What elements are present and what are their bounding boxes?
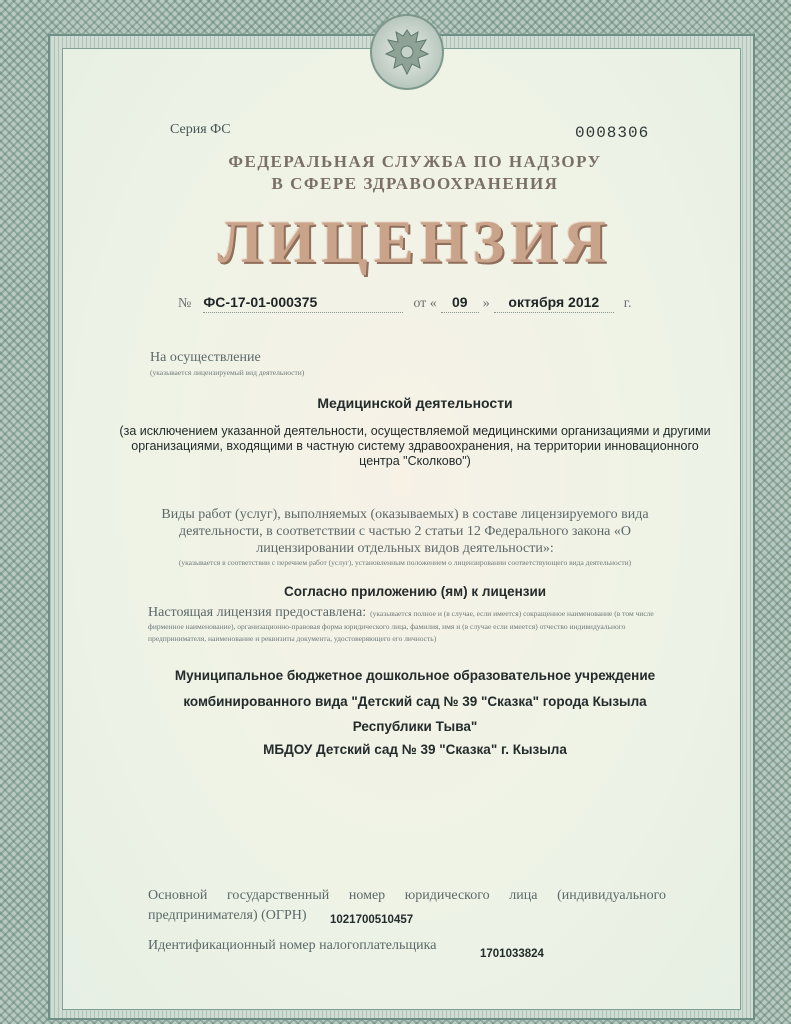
inn-value: 1701033824 (480, 948, 544, 960)
activity-name: Медицинской деятельности (317, 395, 513, 411)
year-suffix: г. (623, 296, 632, 311)
grantee-hint: (указывается полное и (в случае, если имеется) сокращенное наименование (в том числе фирменное наименование), организационно-правовая форма юридического лица, фамилия, имя и (в случае если имеется) отчество индивидуального предпринимателя, наименование и реквизиты документа, удостоверяющего его личность) (148, 609, 654, 643)
inn-label: Идентификационный номер налогоплательщика (148, 938, 437, 953)
series-label: Серия ФС (170, 122, 231, 137)
license-number: ФС-17-01-000375 (203, 294, 318, 310)
ogrn-value: 1021700510457 (330, 914, 414, 926)
activity-hint: (указывается лицензируемый вид деятельности) (150, 368, 305, 377)
grantee-name-line2: комбинированного вида "Детский сад № 39 "Сказка" города Кызыла (183, 694, 647, 709)
activity-note: (за исключением указанной деятельности, осуществляемой медицинскими организациями и другими организациями, входящими в частную систему здравоохранения, на территории инновационного центра "Сколково") (119, 424, 711, 468)
works-value: Согласно приложению (ям) к лицензии (283, 584, 547, 599)
double-headed-eagle-icon (382, 24, 432, 80)
works-text: Виды работ (услуг), выполняемых (оказываемых) в составе лицензируемого вида деятельности, в соответствии с частью 2 статьи 12 Федерального закона «О лицензировании отдельных видов деятельности»: (161, 507, 649, 556)
activity-label: На осуществление (150, 350, 261, 365)
license-day: 09 (452, 294, 468, 310)
agency-name-line1: ФЕДЕРАЛЬНАЯ СЛУЖБА ПО НАДЗОРУ (228, 152, 602, 171)
coat-of-arms-emblem (370, 14, 444, 90)
ogrn-label: Основной государственный номер юридического лица (индивидуального предпринимателя) (ОГРН) (148, 888, 666, 923)
number-sign: № (178, 296, 192, 311)
grantee-name-line1: Муниципальное бюджетное дошкольное образовательное учреждение (174, 668, 656, 683)
day-close-quote: » (482, 296, 490, 311)
works-hint: (указывается в соответствии с перечнем работ (услуг), установленным положением о лицензировании соответствующего вида деятельности) (178, 558, 632, 567)
agency-name-line2: В СФЕРЕ ЗДРАВООХРАНЕНИЯ (271, 174, 559, 193)
grantee-name-line3: Республики Тыва" (352, 719, 478, 734)
grantee-short-name: МБДОУ Детский сад № 39 "Сказка" г. Кызыла (263, 742, 567, 757)
from-label: от « (413, 296, 437, 311)
serial-number: 0008306 (575, 124, 650, 142)
grantee-label: Настоящая лицензия предоставлена: (148, 605, 367, 620)
license-number-row (178, 294, 638, 313)
document-title: ЛИЦЕНЗИЯ (217, 209, 613, 275)
license-month-year: октября 2012 (508, 294, 600, 310)
grantee-block (148, 606, 668, 643)
